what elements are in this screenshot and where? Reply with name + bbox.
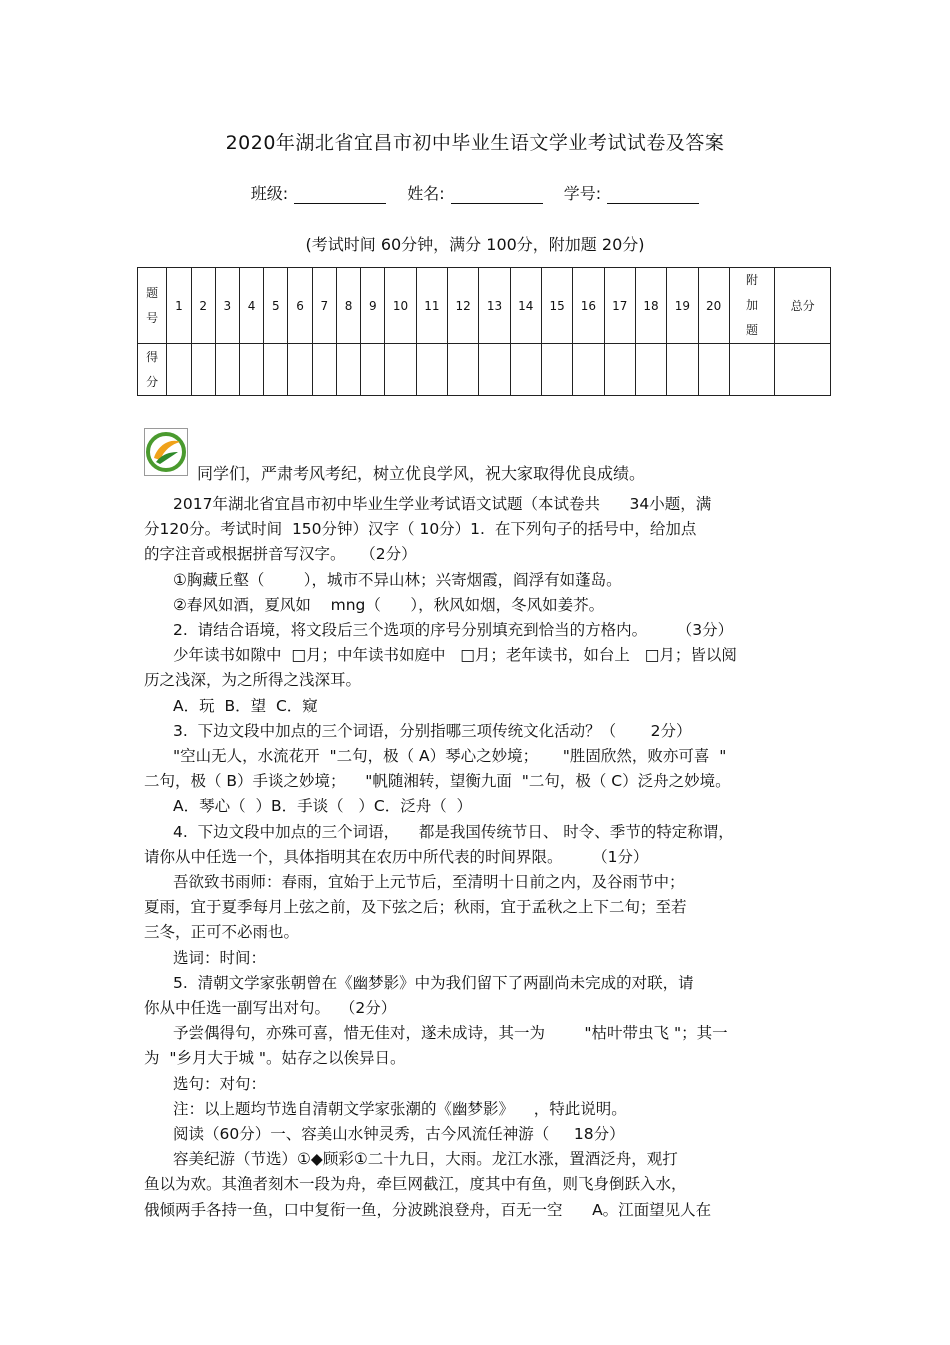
body-line: 予尝偶得句，亦殊可喜，惜无佳对，遂未成诗，其一为 "枯叶带虫飞 "；其一 — [173, 1024, 728, 1043]
q-number: 11 — [416, 268, 447, 344]
body-line: 鱼以为欢。其渔者刻木一段为舟，牵巨网截江，度其中有鱼，则飞身倒跃入水， — [144, 1175, 687, 1194]
q-number: 5 — [264, 268, 288, 344]
id-blank[interactable] — [607, 187, 699, 204]
body-line: 三冬，正可不必雨也。 — [144, 923, 300, 942]
q-number: 1 — [167, 268, 191, 344]
name-field — [407, 181, 542, 204]
body-line: 注：以上题均节选自清朝文学家张潮的《幽梦影》 ，特此说明。 — [173, 1099, 627, 1118]
q-number: 16 — [573, 268, 604, 344]
score-cell[interactable] — [167, 344, 191, 396]
score-cell[interactable] — [698, 344, 729, 396]
student-info-fields — [0, 181, 950, 204]
extra-question-header: 附 加 题 — [729, 268, 774, 344]
id-label: 学号: — [563, 184, 602, 203]
body-line: 阅读（60分）一、容美山水钟灵秀，古今风流任神游（ 18分） — [173, 1125, 625, 1144]
score-cell[interactable] — [239, 344, 263, 396]
q-number: 2 — [191, 268, 215, 344]
score-cell[interactable] — [479, 344, 510, 396]
body-line: 二句，极（ B）手谈之妙境； "帆随湘转，望衡九面 "二句，极（ C）泛舟之妙境。 — [144, 772, 731, 791]
score-cell[interactable] — [775, 344, 831, 396]
id-field — [564, 181, 699, 204]
q-number: 4 — [239, 268, 263, 344]
body-line: 少年读书如隙中 □月；中年读书如庭中 □月；老年读书，如台上 □月；皆以阅 — [173, 646, 737, 665]
q-number: 13 — [479, 268, 510, 344]
exam-body-text — [144, 492, 814, 1223]
body-line: A．玩 B．望 C．窥 — [173, 696, 318, 715]
score-cell[interactable] — [215, 344, 239, 396]
q-number: 14 — [510, 268, 541, 344]
score-table-score-row — [138, 344, 831, 396]
score-cell[interactable] — [191, 344, 215, 396]
q-number: 7 — [312, 268, 336, 344]
body-line: 你从中任选一副写出对句。 （2分） — [144, 999, 397, 1018]
score-cell[interactable] — [573, 344, 604, 396]
body-line: A．琴心（ ）B．手谈（ ）C．泛舟（ ） — [173, 797, 473, 816]
class-field — [251, 181, 386, 204]
score-cell[interactable] — [288, 344, 312, 396]
score-cell[interactable] — [312, 344, 336, 396]
score-cell[interactable] — [361, 344, 385, 396]
score-cell[interactable] — [667, 344, 698, 396]
name-blank[interactable] — [451, 187, 543, 204]
leaf-logo-icon — [144, 428, 188, 476]
body-line: "空山无人，水流花开 "二句，极（ A）琴心之妙境； "胜固欣然，败亦可喜 " — [173, 747, 727, 766]
score-cell[interactable] — [416, 344, 447, 396]
score-cell[interactable] — [541, 344, 572, 396]
body-line: 选句：对句： — [173, 1074, 267, 1093]
exam-info: (考试时间 60分钟，满分 100分，附加题 20分) — [305, 235, 645, 254]
q-number: 15 — [541, 268, 572, 344]
q-number: 20 — [698, 268, 729, 344]
score-cell[interactable] — [264, 344, 288, 396]
body-line: 容美纪游（节选）①◆顾彩①二十九日，大雨。龙江水涨，置酒泛舟，观打 — [173, 1150, 678, 1169]
score-cell[interactable] — [604, 344, 635, 396]
class-blank[interactable] — [294, 187, 386, 204]
score-cell[interactable] — [635, 344, 666, 396]
q-number: 19 — [667, 268, 698, 344]
body-line: 3. 下边文段中加点的三个词语，分别指哪三项传统文化活动？（ 2分） — [173, 721, 692, 740]
body-line: ①胸藏丘壑（ ），城市不异山林；兴寄烟霞，阎浮有如蓬岛。 — [173, 570, 622, 589]
q-number: 12 — [448, 268, 479, 344]
name-label: 姓名: — [407, 184, 445, 203]
q-number: 8 — [336, 268, 360, 344]
body-line: 俄倾两手各持一鱼，口中复衔一鱼，分波跳浪登舟，百无一空 A。江面望见人在 — [144, 1200, 712, 1219]
body-line: 请你从中任选一个，具体指明其在农历中所代表的时间界限。 （1分） — [144, 847, 649, 866]
body-line: 4. 下边文段中加点的三个词语， 都是我国传统节日、 时令、季节的特定称谓， — [173, 822, 734, 841]
score-table-header-row — [138, 268, 831, 344]
score-cell[interactable] — [510, 344, 541, 396]
body-line: 夏雨，宜于夏季每月上弦之前，及下弦之后；秋雨，宜于孟秋之上下二旬；至若 — [144, 898, 687, 917]
score-cell[interactable] — [729, 344, 774, 396]
score-table — [137, 267, 831, 396]
score-cell[interactable] — [448, 344, 479, 396]
total-header: 总分 — [775, 268, 831, 344]
body-line: 2. 请结合语境，将文段后三个选项的序号分别填充到恰当的方格内。 （3分） — [173, 621, 734, 640]
q-number: 17 — [604, 268, 635, 344]
q-number: 18 — [635, 268, 666, 344]
score-row-header: 得 分 — [138, 344, 167, 396]
body-line: 历之浅深，为之所得之浅深耳。 — [144, 671, 362, 690]
body-line: 选词：时间： — [173, 948, 267, 967]
q-number: 9 — [361, 268, 385, 344]
class-label: 班级: — [250, 184, 289, 203]
body-line: 的字注音或根据拼音写汉字。 （2分） — [144, 545, 417, 564]
score-cell[interactable] — [385, 344, 416, 396]
body-line: 吾欲致书雨师：春雨，宜始于上元节后，至清明十日前之内，及谷雨节中； — [173, 873, 685, 892]
body-line: 为 "乡月大于城 "。姑存之以俟异日。 — [144, 1049, 406, 1068]
body-line: 2017年湖北省宜昌市初中毕业生学业考试语文试题（本试卷共 34小题，满 — [173, 495, 712, 513]
question-number-header: 题 号 — [138, 268, 167, 344]
document-title: 2020年湖北省宜昌市初中毕业生语文学业考试试卷及答案 — [225, 132, 725, 154]
q-number: 10 — [385, 268, 416, 344]
score-cell[interactable] — [336, 344, 360, 396]
body-line: 分120分。考试时间 150分钟）汉字（ 10分）1. 在下列句子的括号中，给加点 — [144, 520, 697, 539]
greeting-text: 同学们，严肃考风考纪，树立优良学风，祝大家取得优良成绩。 — [197, 464, 646, 483]
body-line: 5. 清朝文学家张朝曾在《幽梦影》中为我们留下了两副尚未完成的对联，请 — [173, 973, 694, 992]
q-number: 3 — [215, 268, 239, 344]
q-number: 6 — [288, 268, 312, 344]
body-line: ②春风如酒，夏风如 mng（ ），秋风如烟，冬风如姜芥。 — [173, 595, 605, 614]
